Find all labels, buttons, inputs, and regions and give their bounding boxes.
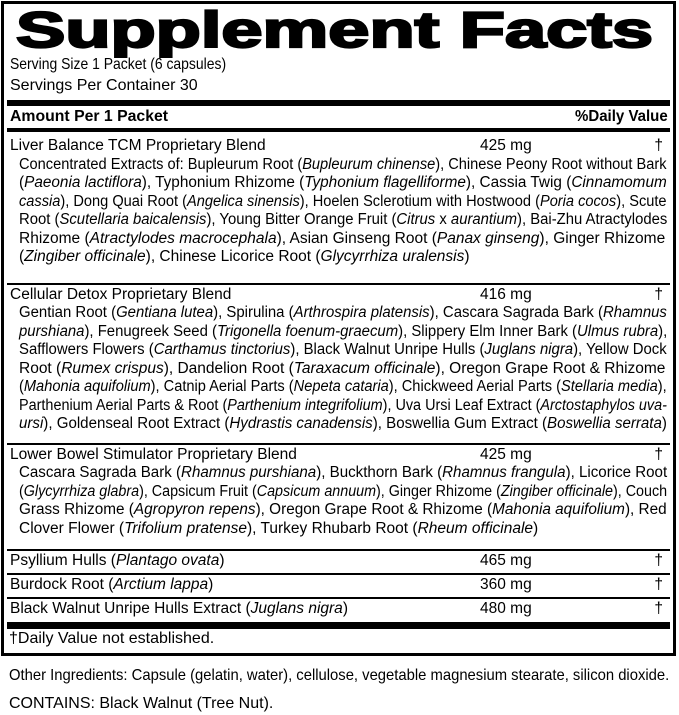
nutrient-name: Psyllium Hulls (Plantago ovata)	[10, 551, 225, 569]
blend-description-line: Safflowers Flowers (Carthamus tinctorius), Black Walnut Unripe Hulls (Juglans nigra), Yellow Dock	[19, 341, 667, 358]
nutrient-name: Burdock Root (Arctium lappa)	[10, 575, 214, 593]
blend-description-line: Concentrated Extracts of: Bupleurum Root (Bupleurum chinense), Chinese Peony Root without Bark	[19, 155, 667, 173]
blend-description-line: Clover Flower (Trifolium pratense), Turkey Rhubarb Root (Rheum officinale)	[19, 519, 539, 537]
blend-description-line: Root (Rumex crispus), Dandelion Root (Taraxacum officinale), Oregon Grape Root & Rhizome	[19, 359, 666, 377]
blend-description	[19, 464, 667, 538]
blend-description-line: purshiana), Fenugreek Seed (Trigonella foenum-graecum), Slippery Elm Inner Bark (Ulmus rubra),	[19, 322, 668, 340]
blend-description-line: Rhizome (Atractylodes macrocephala), Asian Ginseng Root (Panax ginseng), Ginger Rhizome	[19, 229, 666, 247]
daily-value-symbol: †	[654, 599, 663, 617]
nutrient-name: Liver Balance TCM Proprietary Blend	[10, 137, 266, 154]
daily-value-symbol: †	[654, 285, 663, 303]
blend-description	[19, 156, 667, 267]
serving-size-row	[10, 55, 226, 75]
blend-description-line: Parthenium Aerial Parts & Root (Parthenium integrifolium), Uva Ursi Leaf Extract (Arctostaphylos uva-	[19, 396, 667, 414]
servings-per-container-row	[10, 76, 198, 96]
nutrient-rows	[4, 137, 673, 618]
nutrient-amount: 480 mg	[480, 599, 532, 617]
nutrient-amount: 465 mg	[480, 551, 532, 569]
daily-value-symbol: †	[654, 137, 663, 154]
nutrient-row	[4, 286, 673, 305]
nutrient-name: Black Walnut Unripe Hulls Extract (Juglans nigra)	[10, 599, 348, 617]
nutrient-name: Lower Bowel Stimulator Proprietary Blend	[10, 445, 297, 463]
nutrient-row	[4, 446, 673, 465]
blend-description-line: Root (Scutellaria baicalensis), Young Bitter Orange Fruit (Citrus x aurantium), Bai-Zhu Atractylodes	[19, 211, 668, 228]
nutrient-row	[4, 552, 673, 571]
blend-description-line: (Paeonia lactiflora), Typhonium Rhizome (Typhonium flagelliforme), Cassia Twig (Cinnamomum	[19, 174, 667, 191]
medium-divider	[7, 128, 670, 133]
serving-size-text: Serving Size 1 Packet (6 capsules)	[10, 56, 227, 73]
thick-divider-top	[7, 100, 670, 106]
servings-per-container-text: Servings Per Container 30	[10, 77, 198, 94]
blend-description-line: Grass Rhizome (Agropyron repens), Oregon Grape Root & Rhizome (Mahonia aquifolium), Red	[19, 501, 667, 518]
daily-value-footnote: †Daily Value not established.	[9, 630, 215, 647]
nutrient-amount: 425 mg	[480, 445, 532, 463]
daily-value-symbol: †	[654, 445, 663, 463]
row-separator	[7, 597, 670, 599]
blend-description-line: (Zingiber officinale), Chinese Licorice Root (Glycyrrhiza uralensis)	[19, 248, 470, 265]
nutrient-amount: 416 mg	[480, 285, 532, 303]
page-title: Supplement Facts	[16, 8, 653, 58]
blend-description-line: cassia), Dong Quai Root (Angelica sinensis), Hoelen Sclerotium with Hostwood (Poria cocos), Scute	[19, 192, 667, 210]
row-separator	[7, 573, 670, 575]
blend-description	[19, 304, 667, 434]
contains-statement-text: CONTAINS: Black Walnut (Tree Nut).	[9, 695, 274, 712]
nutrient-amount: 425 mg	[480, 137, 532, 154]
nutrient-row	[4, 576, 673, 595]
nutrient-row	[4, 137, 673, 156]
row-separator	[7, 549, 670, 551]
nutrient-amount: 360 mg	[480, 575, 532, 593]
blend-description-line: (Glycyrrhiza glabra), Capsicum Fruit (Capsicum annuum), Ginger Rhizome (Zingiber officinale), Couch	[19, 482, 668, 500]
blend-description-line: ursi), Goldenseal Root Extract (Hydrastis canadensis), Boswellia Gum Extract (Boswellia serrata)	[19, 415, 667, 432]
other-ingredients-text: Other Ingredients: Capsule (gelatin, water), cellulose, vegetable magnesium stearate, silicon dioxide.	[9, 667, 670, 684]
other-ingredients-row	[9, 666, 669, 686]
daily-value-column-header	[569, 108, 668, 126]
daily-value-symbol: †	[654, 551, 663, 569]
daily-value-symbol: †	[654, 575, 663, 593]
row-separator	[7, 443, 670, 445]
amount-column-header	[10, 108, 168, 126]
title-block	[16, 8, 662, 58]
row-separator	[7, 283, 670, 285]
nutrient-row	[4, 600, 673, 619]
blend-description-line: (Mahonia aquifolium), Catnip Aerial Parts (Nepeta cataria), Chickweed Aerial Parts (Stellaria media),	[19, 378, 667, 395]
blend-description-line: Gentian Root (Gentiana lutea), Spirulina (Arthrospira platensis), Cascara Sagrada Bark (Rhamnus	[19, 304, 667, 321]
contains-statement-row	[9, 694, 669, 714]
blend-description-line: Cascara Sagrada Bark (Rhamnus purshiana), Buckthorn Bark (Rhamnus frangula), Licorice Root	[19, 464, 668, 481]
thick-divider-bottom	[7, 622, 670, 629]
daily-value-column-header-text: %Daily Value	[574, 108, 668, 125]
amount-column-header-text: Amount Per 1 Packet	[10, 108, 169, 125]
nutrient-name: Cellular Detox Proprietary Blend	[10, 285, 232, 303]
